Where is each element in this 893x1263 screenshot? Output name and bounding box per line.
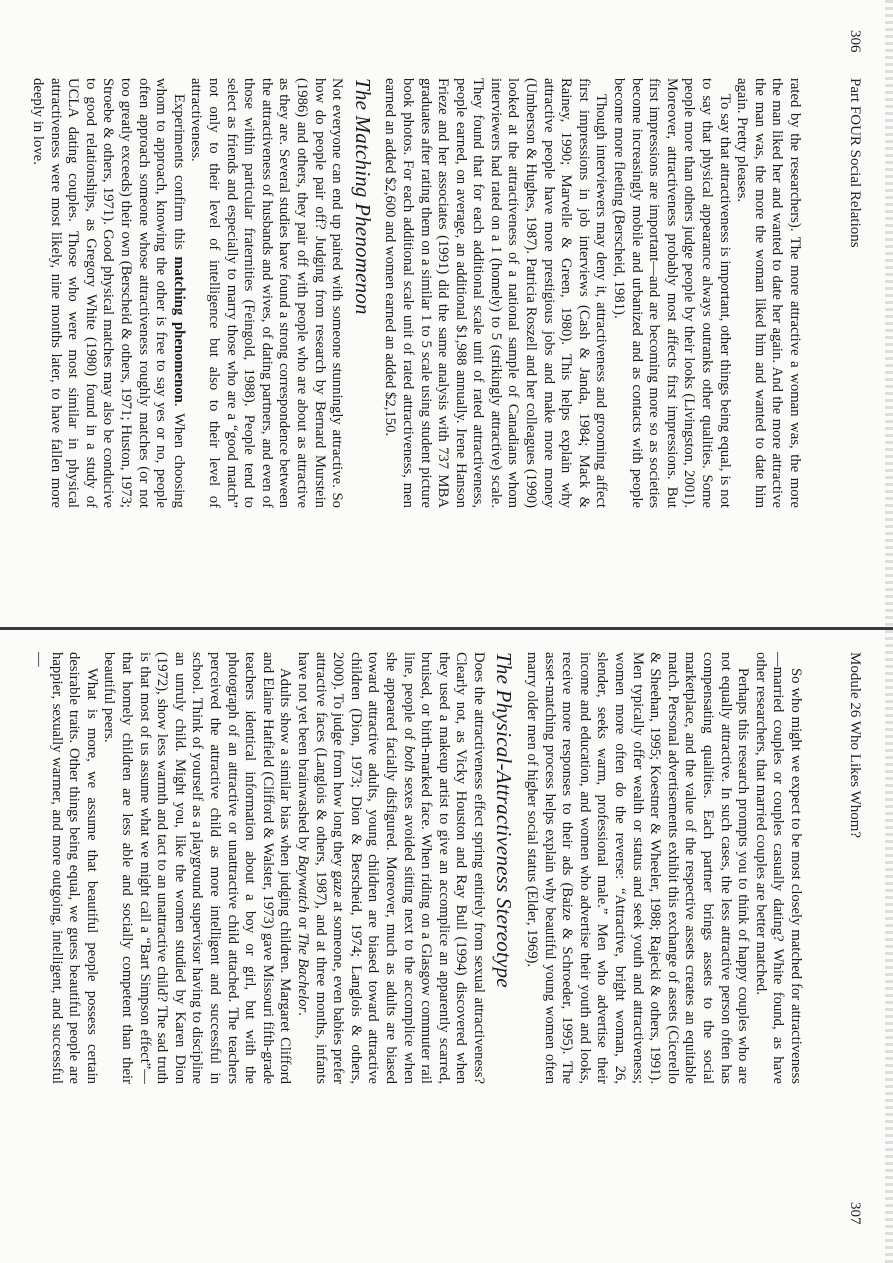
text-run: Experiments confirm this: [170, 94, 187, 257]
right-page-number: 307: [847, 1202, 863, 1225]
show-title: Baywatch: [294, 855, 311, 914]
left-running-head: Part FOUR Social Relations: [847, 78, 863, 248]
paragraph: To say that attractiveness is important, other things being equal, is not to say that physical appearance always outranks other qualities. Some people more than others judge people by their looks (Livingston, 2001). Moreover, attractiveness probably most affects first impressions. But first impressions are important—and are becoming more so as societies become increasingly mobile and urbanized and as contacts with people become more fleeting (Berscheid, 1981).: [611, 78, 733, 508]
emphasis: both: [400, 745, 417, 772]
paragraph: Though interviewers may deny it, attractiveness and grooming affect first impressions in job interviews (Cash & Janda, 1984; Mack & Rainey, 1990; Marvelle & Green, 1980). This helps explain why attractive people have more prestigious jobs and make more money (Umberson & Hughes, 1987). Patricia Roszell and her colleagues (1990) looked at the attractiveness of a national sample of Canadians whom interviewers had rated on a 1 (homely) to 5 (strikingly attractive) scale. They found that for each additional scale unit of rated attractiveness, people earned, on average, an additional $1,988 annually. Irene Hanson Frieze and her associates (1991) did the same analysis with 737 MBA graduates after rating them on a similar 1 to 5 scale using student picture book photos. For each additional scale unit of rated attractiveness, men earned an added $2,600 and women earned an added $2,150.: [382, 78, 610, 508]
paragraph: rated by the researchers). The more attractive a woman was, the more the man liked her and wanted to date her again. And the more attractive the man was, the more the woman liked him and wanted to date him again. Pretty pleases.: [734, 78, 803, 508]
right-page: [0, 632, 893, 1263]
key-term: matching phenomenon: [170, 256, 187, 403]
paragraph: [293, 652, 487, 1084]
show-title: The Bachelor: [294, 932, 311, 1013]
text-run: or: [294, 913, 311, 933]
right-running-head: Module 26 Who Likes Whom?: [847, 652, 863, 839]
section-heading-stereotype: The Physical-Attractiveness Stereotype: [492, 652, 517, 988]
paragraph: Perhaps this research prompts you to think of happy couples who are not equally attractive. In such cases, the less attractive person often has compensating qualities. Each partner brings assets to the social marketplace, and the value of the respective assets creates an equitable match. Personal advertisements exhibit this exchange of assets (Cicerello & Sheehan, 1995; Koestner & Wheeler, 1988; Rajecki & others, 1991). Men typically offer wealth or status and seek youth and attractiveness; women more often do the reverse: “Attractive, bright woman, 26, slender, seeks warm, professional male.” Men who advertise their income and education, and women who advertise their youth and looks, receive more responses to their ads (Baize & Schroeder, 1995). The asset-matching process helps explain why beautiful young women often marry older men of higher social status (Elder, 1969).: [524, 652, 752, 1084]
section-heading-matching: The Matching Phenomenon: [350, 78, 375, 315]
right-text-column: [29, 652, 804, 1084]
page-gutter: [0, 627, 893, 630]
paragraph: Not everyone can end up paired with someone stunningly attractive. So how do people pair off? Judging from research by Bernard Murstein (1986) and others, they pair off with people who are about as attractive as they are. Several studies have found a strong correspondence between the attractiveness of husbands and wives, of dating partners, and even of those within particular fraternities (Feingold, 1988). People tend to select as friends and especially to marry those who are a “good match” not only to their level of intelligence but also to their level of attractiveness.: [188, 78, 346, 508]
left-page: [0, 0, 893, 631]
text-run: sexes avoided sitting next to the accomplice when she appeared facially disfigured. Moreover, much as adults are biased toward attractive adults, young children are biased toward attractive children (Dion, 1973; Dion & Berscheid, 1974; Langlois & others, 2000). To judge from how long they gaze at someone, even babies prefer attractive faces (Langlois & others, 1987), and at three months, infants have not yet been brainwashed by: [294, 652, 417, 1084]
paragraph: Adults show a similar bias when judging children. Margaret Clifford and Elaine Hatfield (Clifford & Walster, 1973) gave Missouri fifth-grade teachers identical information about a boy or girl, but with the photograph of an attractive or unattractive child attached. The teachers perceived the attractive child as more intelligent and successful in school. Think of yourself as a playground supervisor having to discipline an unruly child. Might you, like the women studied by Karen Dion (1972), show less warmth and tact to an unattractive child? The sad truth is that most of us assume what we might call a “Bart Simpson effect”—that homely children are less able and socially competent than their beautiful peers.: [101, 652, 294, 1084]
paragraph: What is more, we assume that beautiful people possess certain desirable traits. Other things being equal, we guess beautiful people are happier, sexually warmer, and more outgoing, intelligent, and successful—: [31, 652, 100, 1084]
paragraph: [28, 78, 186, 508]
text-run: . When choosing whom to approach, knowing the other is free to say yes or no, people often approach someone whose attractiveness roughly matches (or not too greatly exceeds) their own (Berscheid & others, 1971; Huston, 1973; Stroebe & others, 1971). Good physical matches may also be conducive to good relationships, as Gregory White (1980) found in a study of UCLA dating couples. Those who were most similar in physical attractiveness were most likely, nine months later, to have fallen more deeply in love.: [30, 78, 187, 508]
left-text-column: [28, 78, 803, 508]
left-page-number: 306: [847, 30, 863, 53]
text-run: Does the attractiveness effect spring entirely from sexual attractiveness? Clearly not, as Vicky Houston and Ray Bull (1994) discovered when they used a makeup artist to give an accomplice an apparently scarred, bruised, or birth-marked face. When riding on a Glasgow commuter rail line, people of: [400, 652, 487, 1084]
text-run: .: [294, 1012, 311, 1016]
paragraph: So who might we expect to be most closely matched for attractiveness—married couples or couples casually dating? White found, as have other researchers, that married couples are better matched.: [752, 652, 804, 1084]
